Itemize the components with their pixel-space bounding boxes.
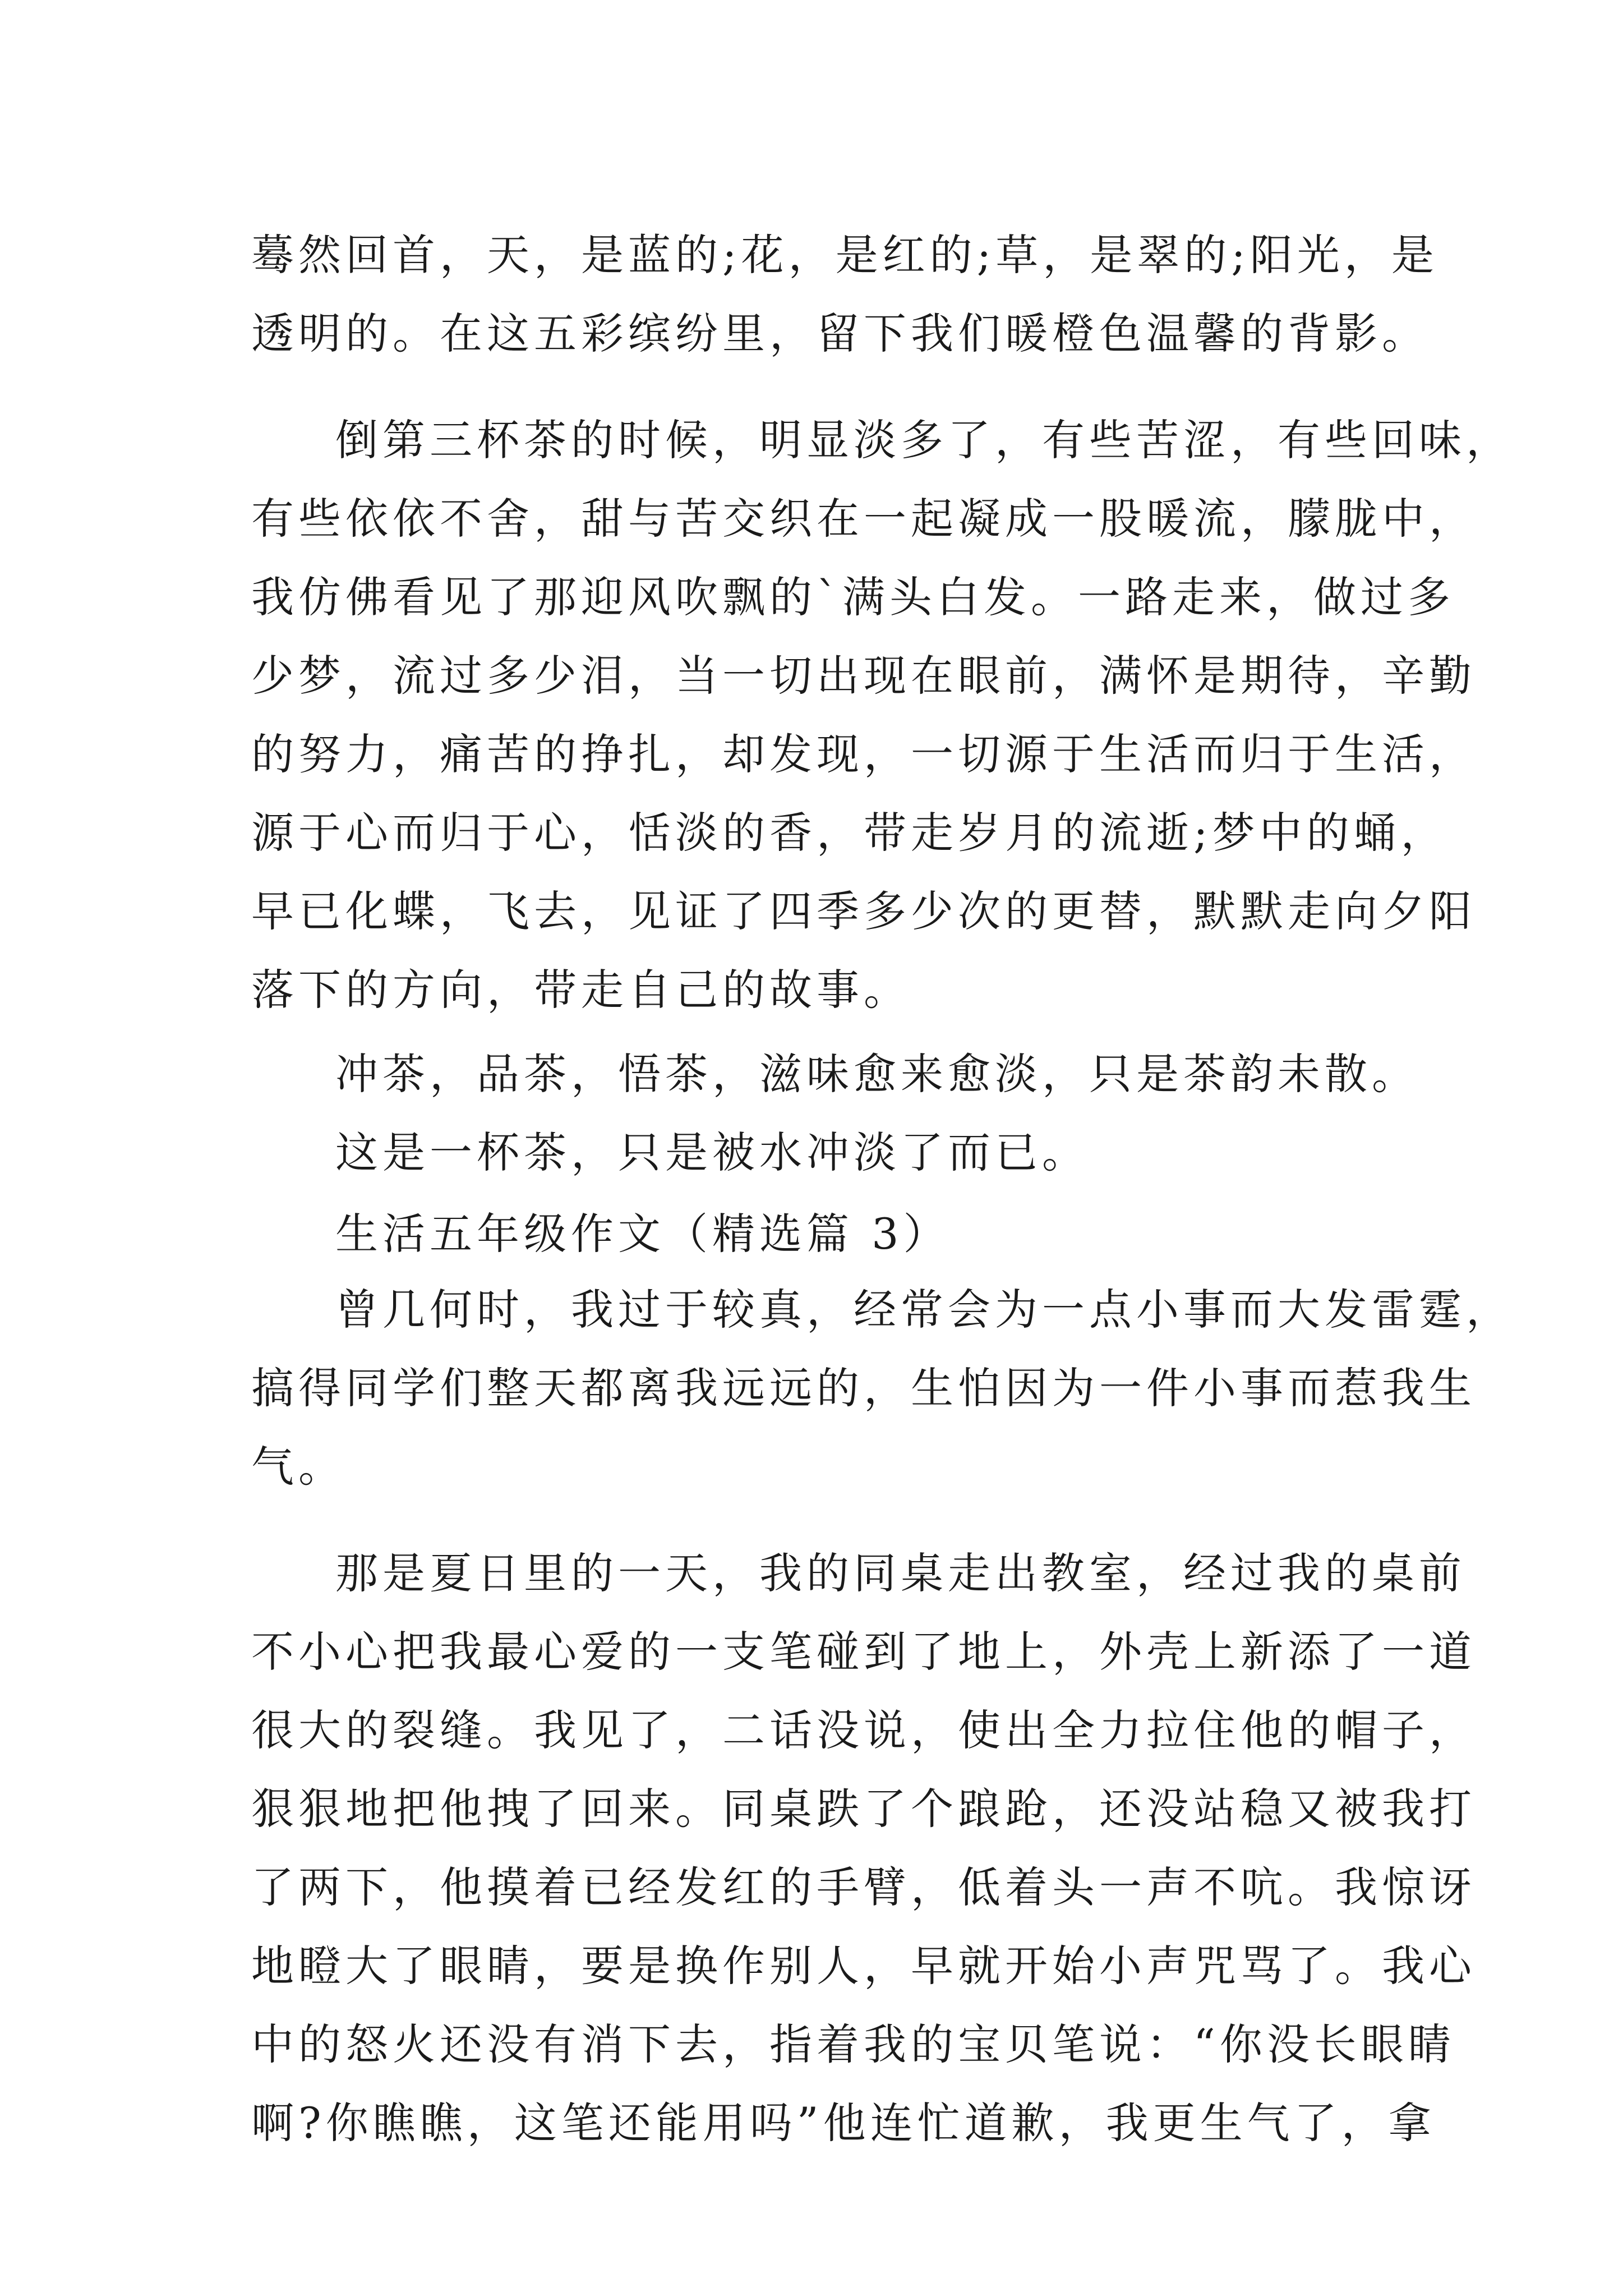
text-line: 了两下，他摸着已经发红的手臂，低着头一声不吭。我惊讶 [251,1862,1476,1912]
text-line: 的努力，痛苦的挣扎，却发现，一切源于生活而归于生活， [251,729,1476,779]
text-line: 透明的。在这五彩缤纷里，留下我们暖橙色温馨的背影。 [251,309,1429,358]
text-line: 少梦，流过多少泪，当一切出现在眼前，满怀是期待，辛勤 [251,651,1476,701]
text-line: 我仿佛看见了那迎风吹飘的`满头白发。一路走来，做过多 [251,572,1455,622]
text-line: 倒第三杯茶的时候，明显淡多了，有些苦涩，有些回味， [335,415,1513,465]
text-line: 狠狠地把他拽了回来。同桌跌了个踉跄，还没站稳又被我打 [251,1784,1476,1834]
text-line: 源于心而归于心，恬淡的香，带走岁月的流逝;梦中的蛹， [251,808,1448,858]
text-line: 很大的裂缝。我见了，二话没说，使出全力拉住他的帽子， [251,1705,1476,1755]
section-heading: 生活五年级作文（精选篇 3） [335,1209,951,1259]
text-line: 早已化蝶，飞去，见证了四季多少次的更替，默默走向夕阳 [251,886,1476,936]
text-line: 落下的方向，带走自己的故事。 [251,965,911,1015]
text-line: 中的怒火还没有消下去，指着我的宝贝笔说：“你没长眼睛 [251,2019,1455,2069]
text-line: 地瞪大了眼睛，要是换作别人，早就开始小声咒骂了。我心 [251,1941,1476,1991]
text-line: 不小心把我最心爱的一支笔碰到了地上，外壳上新添了一道 [251,1627,1476,1677]
text-line: 这是一杯茶，只是被水冲淡了而已。 [335,1128,1089,1177]
text-line: 搞得同学们整天都离我远远的，生怕因为一件小事而惹我生 [251,1363,1476,1413]
text-line: 曾几何时，我过于较真，经常会为一点小事而大发雷霆， [335,1285,1513,1335]
text-line: 那是夏日里的一天，我的同桌走出教室，经过我的桌前 [335,1548,1466,1598]
text-line: 有些依依不舍，甜与苦交织在一起凝成一股暖流，朦胧中， [251,494,1476,544]
text-line: 冲茶，品茶，悟茶，滋味愈来愈淡，只是茶韵未散。 [335,1049,1419,1099]
text-line: 蓦然回首，天，是蓝的;花，是红的;草，是翠的;阳光，是 [251,230,1438,280]
text-line: 气。 [251,1442,345,1492]
text-line: 啊?你瞧瞧，这笔还能用吗”他连忙道歉，我更生气了，拿 [251,2098,1436,2148]
